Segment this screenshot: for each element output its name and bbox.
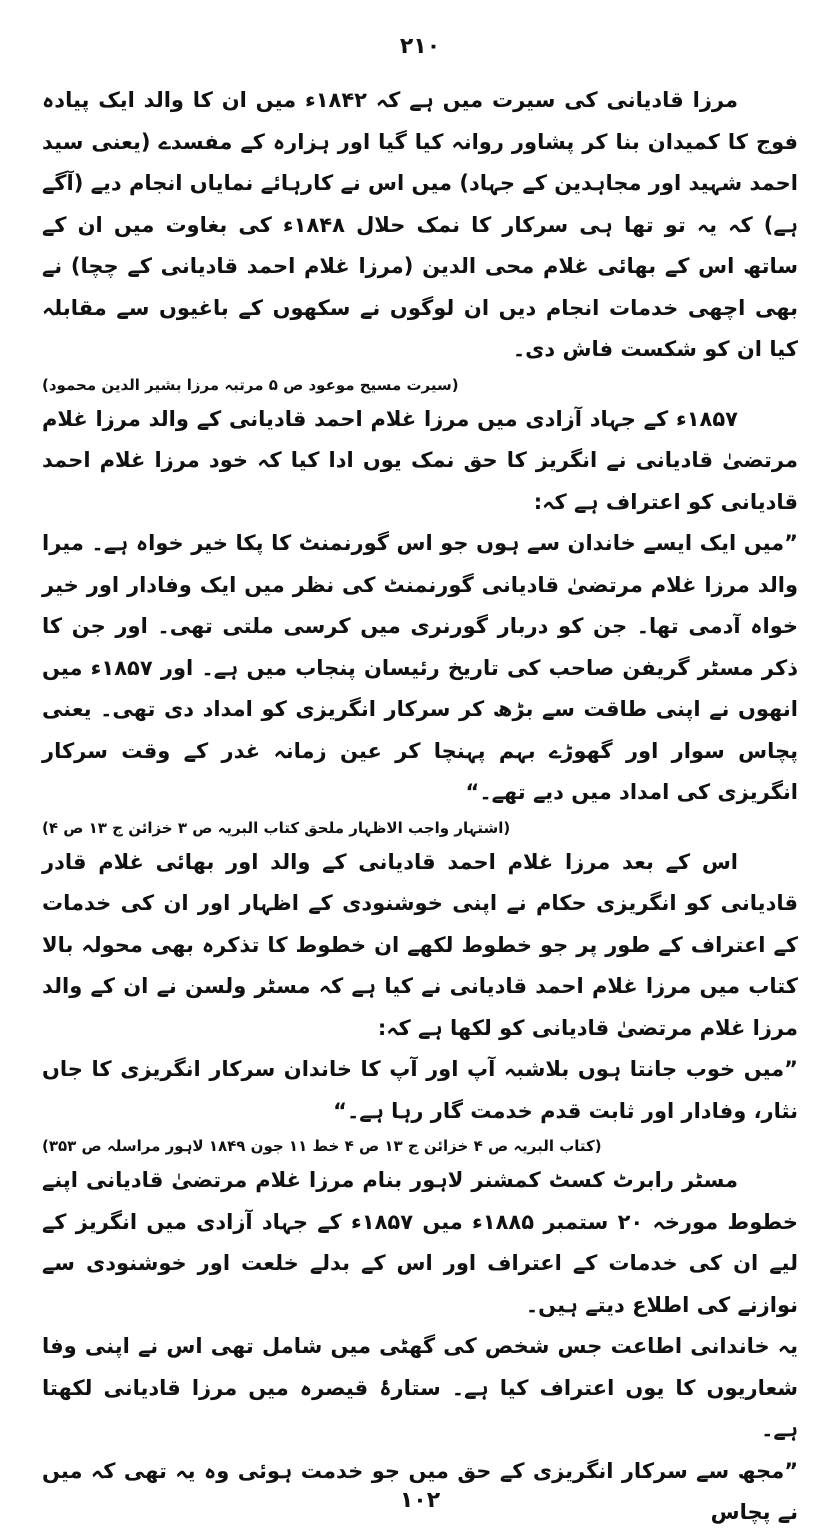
body-text	[42, 80, 798, 1534]
paragraph-jihad-1857: ۱۸۵۷ء کے جہاد آزادی میں مرزا غلام احمد قادیانی کے والد مرزا غلام مرتضیٰ قادیانی نے انگریز کا حق نمک یوں ادا کیا کہ خود مرزا غلام احمد قادیانی کو اعتراف ہے کہ:	[42, 406, 798, 514]
quote-sitara-qaisara: ”مجھ سے سرکار انگریزی کے حق میں جو خدمت ہوئی وہ یہ تھی کہ میں نے پچاس	[42, 1458, 798, 1524]
reference-ishtihar: (اشتہار واجب الاظہار ملحق کتاب البریہ ص ۳ خزائن ج ۱۳ ص ۴)	[42, 818, 511, 837]
page-number-bottom: ۱۰۲	[399, 1488, 441, 1513]
paragraph-robert-cust: مسٹر رابرٹ کسٹ کمشنر لاہور بنام مرزا غلام مرتضیٰ قادیانی اپنے خطوط مورخہ ۲۰ ستمبر ۱۸۸۵ء میں ۱۸۵۷ء کے جہاد آزادی میں انگریز کے لیے ان کی خدمات کے اعتراف اور اس کے بدلے خلعت اور خوشنودی سے نوازنے کی اطلاع دیتے ہیں۔	[42, 1168, 799, 1317]
page-number-top: ۲۱۰	[399, 34, 441, 59]
paragraph-sirat: مرزا قادیانی کی سیرت میں ہے کہ ۱۸۴۲ء میں ان کا والد ایک پیادہ فوج کا کمیدان بنا کر پشاور روانہ کیا گیا اور ہزارہ کے مفسدے (یعنی سید احمد شہید اور مجاہدین کے جہاد) میں اس نے کارہائے نمایاں انجام دیے (آگے ہے) کہ یہ تو تھا ہی سرکار کا نمک حلال ۱۸۴۸ء کی بغاوت میں ان کے ساتھ اس کے بھائی غلام محی الدین (مرزا غلام احمد قادیانی کے چچا) نے بھی اچھی خدمات انجام دیں ان لوگوں نے سکھوں کے باغیوں سے مقابلہ کیا ان کو شکست فاش دی۔	[42, 88, 799, 361]
quote-khandan: ”میں ایک ایسے خاندان سے ہوں جو اس گورنمنٹ کا پکا خیر خواہ ہے۔ میرا والد مرزا غلام مرتضیٰ قادیانی گورنمنٹ کی نظر میں ایک وفادار اور خیر خواہ آدمی تھا۔ جن کو دربار گورنری میں کرسی ملتی تھی۔ اور جن کا ذکر مسٹر گریفن صاحب کی تاریخ رئیسان پنجاب میں ہے۔ اور ۱۸۵۷ء میں انھوں نے اپنی طاقت سے بڑھ کر سرکار انگریزی کو امداد دی تھی۔ یعنی پچاس سوار اور گھوڑے بہم پہنچا کر عین زمانہ غدر کے وقت سرکار انگریزی کی امداد میں دیے تھے۔“	[42, 531, 798, 804]
paragraph-khutoot: اس کے بعد مرزا غلام احمد قادیانی کے والد اور بھائی غلام قادر قادیانی کو انگریزی حکام نے اپنی خوشنودی کے اظہار اور ان کی خدمات کے اعتراف کے طور پر جو خطوط لکھے ان خطوط کا تذکرہ بھی محولہ بالا کتاب میں مرزا غلام احمد قادیانی نے کیا ہے کہ مسٹر ولسن نے ان کے والد مرزا غلام مرتضیٰ قادیانی کو لکھا ہے کہ:	[42, 849, 798, 1040]
quote-wilson: ”میں خوب جانتا ہوں بلاشبہ آپ اور آپ کا خاندان سرکار انگریزی کا جاں نثار، وفادار اور ثابت قدم خدمت گار رہا ہے۔“	[42, 1057, 798, 1123]
reference-kitab-ul-bariyya: (کتاب البریہ ص ۴ خزائن ج ۱۳ ص ۴ خط ۱۱ جون ۱۸۴۹ لاہور مراسلہ ص ۳۵۳)	[42, 1137, 602, 1155]
paragraph-itaat: یہ خاندانی اطاعت جس شخص کی گھٹی میں شامل تھی اس نے اپنی وفا شعاریوں کا یوں اعتراف کیا ہے۔ ستارۂ قیصرہ میں مرزا قادیانی لکھتا ہے۔	[42, 1334, 798, 1441]
reference-sirat: (سیرت مسیح موعود ص ۵ مرتبہ مرزا بشیر الدین محمود)	[42, 375, 459, 394]
